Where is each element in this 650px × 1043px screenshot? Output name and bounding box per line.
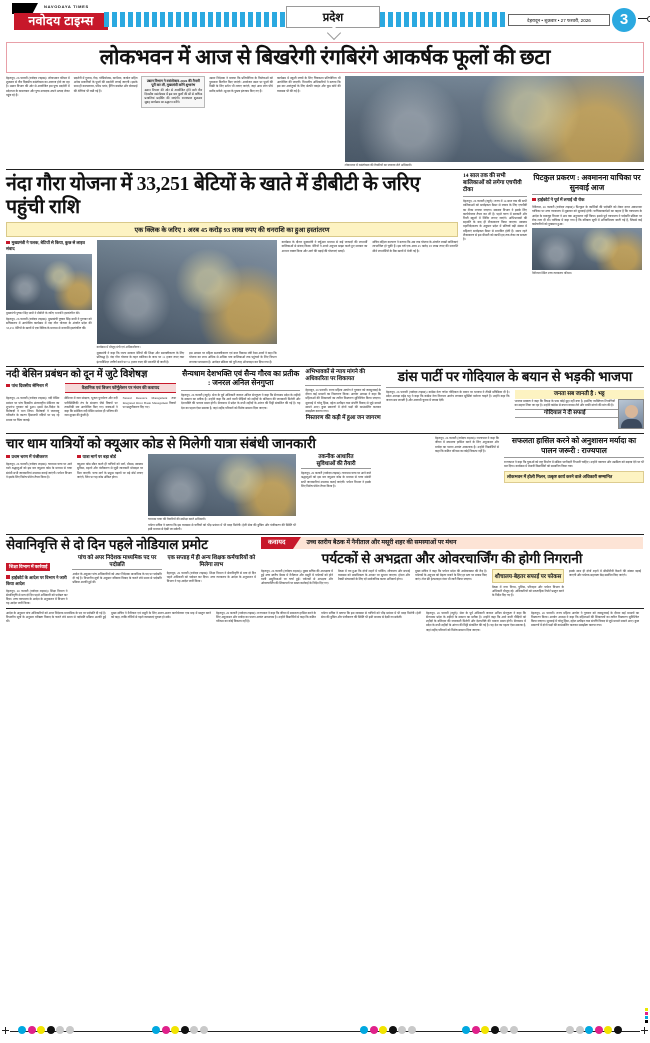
chardham-photo-caption: चारधाम यात्रा की तैयारियों की समीक्षा करते अधिकारी। bbox=[148, 517, 206, 522]
top-story-col-2 bbox=[74, 76, 138, 167]
masthead bbox=[0, 0, 650, 40]
lead-col-photo bbox=[97, 240, 277, 364]
lead-bullet: मुख्यमंत्री ने पलक, बेटियों से किया, कुछ से लाइव संवाद bbox=[6, 240, 92, 252]
top-story-text-3: उद्यान निदेशक ने बताया कि प्रतियोगिता के विजेताओं को पुरस्कार वितरित किए जाएंगे। आयोजन स्थल पर फूलों की बिक्री के लिए स्टॉल भी लगाए जाएंगे, जहां आम लोग पौधे खरीद सकेंगे। सुरक्षा के पुख्ता इंतजाम किए गए हैं। bbox=[209, 76, 273, 93]
mahila-aayog-story bbox=[305, 369, 381, 431]
bottom-text-3: देहरादून, 26 फरवरी (नवोदय टाइम्स)। राज्यपाल ने कहा कि जीवन में सफलता हासिल करने के लिए अनुशासन और मर्यादा का पालन अत्यंत आवश्यक है। उन्होंने विद्यार्थियों से कहा कि कठिन परिश्रम का कोई विकल्प नहीं है। bbox=[216, 610, 316, 624]
lead-col-1 bbox=[6, 240, 92, 364]
top-story-text-2: प्रदर्शनी में गुलाब, गेंदा, ग्लेडियोलस, कार्नेशन, जरबेरा सहित अनेक प्रजातियों के फूलों की प्रदर्शनी लगाई जाएगी। इसके साथ ही कटफ्लावर, पॉटेड प्लांट, हैंगिंग बास्केट और बोनसाई की श्रेणियां भी रखी गई हैं। bbox=[73, 76, 138, 93]
lead-photo-main bbox=[97, 240, 277, 344]
top-story bbox=[6, 42, 644, 170]
top-story-photo-caption: लोकभवन में वसंतोत्सव की तैयारियों का जायजा लेते अधिकारी। bbox=[344, 163, 412, 167]
tourist-text-1: देहरादून, 26 फरवरी (नवोदय टाइम्स)। मुख्य सचिव की अध्यक्षता में हुई उच्च स्तरीय बैठक में नैनीताल और मसूरी में पर्यटकों को होने वाली असुविधाओं पर चर्चा हुई। पर्यटकों से अभद्रता और ओवरचार्जिंग की शिकायतों पर सख्त कार्रवाई के निर्देश दिए गए। bbox=[261, 568, 333, 586]
top-story-col-5 bbox=[277, 76, 341, 167]
lead-text-5: सचिव महिला कल्याण ने बताया कि अब तक योजना के अंतर्गत लाखों बालिकाएं लाभान्वित हो चुकी हैं। इस वर्ष एक अरब 45 करोड़ 93 लाख रुपए की धनराशि सीधे लाभार्थियों के बैंक खातों में भेजी गई है। bbox=[372, 240, 459, 253]
registration-mark-icon bbox=[638, 18, 647, 19]
side-color-marks bbox=[645, 1008, 648, 1023]
lead-kicker: एक क्लिक के जरिए 1 अरब 45 करोड़ 93 लाख रुपए की धनराशि का हुआ हस्तांतरण bbox=[6, 222, 458, 237]
top-story-text-1: देहरादून, 26 फरवरी (नवोदय टाइम्स)। लोकभवन परिसर में शुक्रवार से तीन दिवसीय वसंतोत्सव का आगाज होने जा रहा है। उद्यान विभाग की ओर से आयोजित इस पुष्प प्रदर्शनी में प्रदेशभर के काश्तकार और पुष्प उत्पादक अपने उत्पाद लेकर पहुंच रहे हैं। bbox=[6, 76, 70, 97]
lead-photo-caption-left: मुख्यमंत्री पुष्कर सिंह धामी ने डीबीटी के जरिए धनराशि हस्तांतरित की। bbox=[6, 311, 80, 316]
bjp-story bbox=[386, 369, 644, 431]
lead-story bbox=[6, 173, 458, 364]
chardham-tech-sub: सुविधाओं की तैयारी bbox=[301, 461, 371, 469]
chardham-photo-wrap bbox=[148, 454, 296, 531]
registration-line bbox=[10, 1031, 640, 1032]
governor-filler-col bbox=[435, 436, 499, 531]
nodiyal-col-2 bbox=[72, 555, 161, 606]
lead-text-3: इस अवसर पर महिला सशक्तीकरण एवं बाल विकास मंत्री रेखा आर्या ने कहा कि योजना का लाभ अधिक से अधिक पात्र बालिकाओं तक पहुंचाने के लिए विभाग लगातार प्रयासरत है। आवेदन प्रक्रिया को पूरी तरह ऑनलाइन कर दिया गया है। bbox=[189, 351, 277, 364]
newspaper-logo[interactable] bbox=[8, 3, 108, 33]
top-story-headline: लोकभवन में आज से बिखरेगी रंगबिरंगे आकर्षक फूलों की छटा bbox=[99, 45, 551, 69]
char-dham-story bbox=[6, 436, 430, 531]
bjp-col-1 bbox=[386, 390, 510, 431]
top-story-col-1 bbox=[6, 76, 70, 167]
nodiyal-red-tag: शिक्षा विभाग में कार्रवाई bbox=[6, 563, 50, 571]
chardham-headline: चार धाम यात्रियों को क्यूआर कोड से मिलेगी यात्रा संबंधी जानकारी bbox=[6, 436, 316, 452]
aayog-text: देहरादून, 26 फरवरी। राज्य महिला आयोग ने गुरुवार को जनसुनवाई के दौरान कई मामलों का निस्तारण किया। आयोग अध्यक्ष ने कहा कि महिलाओं की शिकायतों का त्वरित निस्तारण सुनिश्चित किया जाएगा। सुनवाई में घरेलू हिंसा, दहेज उत्पीड़न तथा संपत्ति विवाद से जुड़े मामले सामने आए। कुछ प्रकरणों में दोनों पक्षों की काउंसलिंग कराकर समझौता कराया गया। bbox=[305, 387, 381, 413]
river-kicker-row bbox=[6, 383, 176, 393]
dateline: देहरादून • शुक्रवार • 27 फरवरी, 2026 bbox=[508, 14, 610, 26]
pitkul-story bbox=[532, 173, 642, 364]
governor-text: राज्यपाल ने कहा कि युवाओं को राष्ट्र निर्माण में सक्रिय भागीदारी निभानी चाहिए। उन्होंने नवाचार और उद्यमिता को बढ़ावा देने पर भी बल दिया। कार्यक्रम में मेधावी विद्यार्थियों को सम्मानित किया गया। bbox=[504, 460, 644, 469]
bjp-sub-headline: जनता सब जानती है : भट्ट bbox=[515, 390, 644, 399]
lead-photo-caption-right: कार्यक्रम में मौजूद मंत्री एवं अधिकारीगण। bbox=[96, 345, 141, 350]
page-number-badge: 3 bbox=[612, 8, 636, 32]
chardham-col-4 bbox=[301, 454, 371, 531]
nodiyal-text-1: देहरादून, 26 फरवरी (नवोदय टाइम्स)। शिक्षा विभाग ने सेवानिवृत्ति से मात्र दो दिन पहले अधिकारी को पदोन्नत कर दिया। उच्च न्यायालय के आदेश के अनुपालन में विभाग ने यह आदेश जारी किया। bbox=[6, 588, 68, 606]
top-story-col-4 bbox=[209, 76, 273, 167]
decorative-bar-left bbox=[104, 12, 286, 27]
divider bbox=[6, 433, 644, 434]
cmyk-dots-5 bbox=[566, 1026, 622, 1034]
top-story-note-title: उद्यान विभाग ने वसंतोत्सव-2026 की तैयारी पूरी कर ली, मुख्यमंत्री करेंगे शुभारंभ bbox=[146, 79, 200, 88]
pitkul-photo bbox=[532, 228, 642, 270]
tourist-text-5: इसके साथ ही दोनों शहरों में सीसीटीवी कैमरों की संख्या बढ़ाई जाएगी और पर्यटक सहायता केंद्र स्थापित किए जाएंगे। bbox=[569, 568, 641, 577]
tourist-story bbox=[261, 537, 643, 606]
chardham-text-4: देहरादून, 26 फरवरी (नवोदय टाइम्स)। चारधाम यात्रा पर आने वाले श्रद्धालुओं को इस बार क्यूआर कोड के माध्यम से यात्रा संबंधी सभी जानकारियां उपलब्ध कराई जाएंगी। पर्यटन विभाग ने इसके लिए विशेष पोर्टल तैयार किया है। bbox=[301, 471, 371, 488]
chardham-columns bbox=[6, 454, 430, 531]
bottom-text-2: मुख्य सचिव ने नैनीताल एवं मसूरी के लिए अलग-अलग कार्ययोजना एक माह में प्रस्तुत करने को कहा, ताकि गर्मियों से पहले व्यवस्थाएं दुरुस्त हो सकें। bbox=[111, 610, 211, 619]
sainyadham-headline: सैन्यधाम देशभक्ति एवं सैन्य गौरव का प्रतीक : जनरल अनिल सेनगुप्ता bbox=[182, 368, 300, 388]
chardham-text-2: क्यूआर कोड स्कैन करते ही यात्रियों को मार्ग, मौसम, स्वास्थ्य सुविधा, ठहरने और पंजीकरण से जुड़ी जानकारी मोबाइल पर मिल जाएगी। यात्रा मार्ग के प्रमुख पड़ावों पर बड़े बोर्ड लगाए जाएंगे, जिन पर यह कोड अंकित होगा। bbox=[77, 462, 143, 479]
bottom-text-5: देहरादून, 26 फरवरी (ब्यूरो)। सेना के पूर्व अधिकारी जनरल अनिल सेनगुप्ता ने कहा कि सैन्यधाम प्रदेश के शहीदों के सम्मान का प्रतीक है। उन्होंने कहा कि आने वाली पीढ़ियों को शहीदों के बलिदान की जानकारी मिलेगी और देशभक्ति की भावना प्रबल होगी। सैन्यधाम में प्रदेश के सभी शहीदों के आंगन की मिट्टी संकलित की गई है। यह देश का पहला ऐसा स्मारक है, जहां शहीद परिवारों को विशेष सम्मान दिया जाएगा। bbox=[426, 610, 526, 632]
divider bbox=[6, 169, 644, 170]
crop-mark-right-icon bbox=[641, 1027, 648, 1034]
bjp-text-1: देहरादून, 26 फरवरी (नवोदय टाइम्स)। कांग्रेस नेता गणेश गोदियाल के बयान पर भाजपा ने तीखी प्रतिक्रिया दी है। प्रदेश अध्यक्ष महेंद्र भट्ट ने कहा कि कांग्रेस नेता निराधार आरोप लगाकर सुर्खियां बटोरना चाहते हैं। उन्होंने कहा कि जनता सब जानती है और आगामी चुनाव में जवाब देगी। bbox=[386, 389, 510, 403]
chardham-bullet-1: प्रथम चरण में पंजीकरण bbox=[6, 454, 72, 460]
cmyk-registration-strip bbox=[0, 1025, 650, 1037]
river-headline: नदी बेसिन प्रबंधन को दून में जुटे विशेषज्ञ bbox=[6, 368, 148, 380]
lead-text-4: कार्यक्रम के दौरान मुख्यमंत्री ने वर्चुअल माध्यम से कई जनपदों की लाभार्थी बालिकाओं से संवाद किया। बेटियों ने अपने अनुभव साझा करते हुए सरकार का आभार व्यक्त किया और आगे की पढ़ाई की योजनाएं बताईं। bbox=[281, 240, 368, 253]
aayog-headline: अभिभावकों से न्याय मांगने की अधिकारिता पर शिकायत bbox=[305, 368, 366, 382]
river-text-1: देहरादून, 26 फरवरी (नवोदय टाइम्स)। नदी बेसिन प्रबंधन पर पांच दिवसीय अंतरराष्ट्रीय सेमिनार का शुभारंभ गुरुवार को हुआ। इसमें देश-विदेश के विशेषज्ञों ने भाग लिया। विशेषज्ञों ने जलवायु परिवर्तन के कारण हिमालयी नदियों पर पड़ रहे प्रभाव पर चिंता जताई। bbox=[6, 396, 60, 422]
tourist-kicker-strip bbox=[261, 537, 643, 549]
bottom-text-6: देहरादून, 26 फरवरी। राज्य महिला आयोग ने गुरुवार को जनसुनवाई के दौरान कई मामलों का निस्तारण किया। आयोग अध्यक्ष ने कहा कि महिलाओं की शिकायतों का त्वरित निस्तारण सुनिश्चित किया जाएगा। सुनवाई में घरेलू हिंसा, दहेज उत्पीड़न तथा संपत्ति विवाद से जुड़े मामले सामने आए। कुछ प्रकरणों में दोनों पक्षों की काउंसलिंग कराकर समझौता कराया गया। bbox=[531, 610, 639, 628]
tourist-col-4 bbox=[492, 569, 564, 598]
pitkul-photo-caption: नैनीताल स्थित उच्च न्यायालय परिसर। bbox=[532, 271, 572, 276]
governor-filler-text: देहरादून, 26 फरवरी (नवोदय टाइम्स)। राज्यपाल ने कहा कि जीवन में सफलता हासिल करने के लिए अनुशासन और मर्यादा का पालन अत्यंत आवश्यक है। उन्होंने विद्यार्थियों से कहा कि कठिन परिश्रम का कोई विकल्प नहीं है। bbox=[435, 436, 499, 453]
cmyk-dots-4 bbox=[462, 1026, 518, 1034]
bjp-columns bbox=[386, 390, 644, 431]
tourist-columns bbox=[261, 569, 643, 598]
logo-hindi-text: नवोदय टाइम्स bbox=[14, 13, 108, 30]
top-story-photo-wrap bbox=[345, 76, 644, 167]
avatar bbox=[618, 399, 644, 429]
tourist-sub-tag: शौचालय-बेहतर सफाई पर फोकस bbox=[492, 569, 564, 583]
river-basin-story bbox=[6, 369, 176, 431]
tourist-text-2: बैठक में तय हुआ कि दोनों शहरों में पार्किंग, शौचालय और सफाई व्यवस्था को प्राथमिकता के आधार पर सुधारा जाएगा। होटल और टैक्सी संचालकों के लिए दरें सार्वजनिक करना अनिवार्य होगा। bbox=[338, 568, 410, 582]
bjp-headline: डांस पार्टी पर गोदियाल के बयान से भड़की भाजपा bbox=[397, 368, 633, 384]
aayog-sub: निस्तारण की कड़ी में हुआ जन जागरण bbox=[305, 415, 381, 422]
top-story-text-4: कार्यक्रम में स्कूली बच्चों के लिए चित्रकला प्रतियोगिता भी आयोजित की जाएगी। विभागीय अधिकारियों ने बताया कि इस बार आगंतुकों के लिए सेल्फी प्वाइंट और फूड कोर्ट की व्यवस्था भी की गई है। bbox=[276, 76, 341, 93]
pitkul-bullet: हाईकोर्ट ने पूर्व में लगाई थी रोक bbox=[532, 197, 642, 203]
vaccine-headline: 14 साल तक की सभी बालिकाओं को लगेगा एचपीवी टीका bbox=[463, 173, 522, 194]
vaccine-story bbox=[463, 173, 527, 364]
governor-story bbox=[504, 436, 644, 531]
nodiyal-text-2: आदेश के अनुसार पांच अधिकारियों को अपर निदेशक माध्यमिक के पद पर पदोन्नति दी गई है। विभागीय सूत्रों के अनुसार वरिष्ठता विवाद के चलते लंबे समय से पदोन्नति प्रक्रिया अटकी हुई थी। bbox=[72, 571, 162, 585]
nodiyal-columns bbox=[6, 555, 256, 606]
top-story-note-text: उद्यान विभाग की ओर से आयोजित होने वाले तीन दिवसीय वसंतोत्सव में इस बार फूलों की सौ से अधिक प्रजातियां प्रदर्शित की जाएंगी। राज्यपाल शुक्रवार सुबह कार्यक्रम का उद्घाटन करेंगे। bbox=[144, 88, 203, 105]
divider bbox=[504, 457, 644, 458]
nodiyal-bullet: हाईकोर्ट के आदेश पर विभाग ने जारी किया आदेश bbox=[6, 574, 67, 586]
river-columns bbox=[6, 396, 176, 421]
divider bbox=[6, 608, 644, 609]
tourist-strip-text: उच्च स्तरीय बैठक में नैनीताल और मसूरी शहर की समस्याओं पर मंथन bbox=[293, 537, 643, 549]
top-story-columns bbox=[6, 76, 644, 167]
logo-english-text: NAVODAYA TIMES bbox=[44, 4, 89, 9]
divider bbox=[386, 387, 644, 388]
cmyk-dots-3 bbox=[360, 1026, 416, 1034]
sainyadham-story bbox=[181, 369, 300, 431]
bottom-text-4: पर्यटन सचिव ने बताया कि इस व्यवस्था से यात्रियों को भीड़ प्रबंधन में भी मदद मिलेगी। हेली सेवा की बुकिंग और पंजीकरण की स्थिति भी इसी माध्यम से देखी जा सकेगी। bbox=[321, 610, 421, 619]
chardham-bullet-2: यात्रा मार्ग पर बड़ा बोर्ड bbox=[77, 454, 143, 460]
chardham-tech-tag: तकनीक आधारित bbox=[318, 454, 354, 461]
lead-subcols bbox=[97, 351, 277, 364]
row-third bbox=[6, 436, 644, 531]
bjp-col-2 bbox=[515, 390, 644, 431]
river-bullet: पांच दिवसीय सेमिनार में bbox=[6, 383, 62, 393]
cmyk-dots-2 bbox=[152, 1026, 208, 1034]
lead-text-1: देहरादून, 26 फरवरी (नवोदय टाइम्स)। मुख्यमंत्री पुष्कर सिंह धामी ने गुरुवार को सचिवालय में आयोजित कार्यक्रम में नंदा गौरा योजना के अंतर्गत प्रदेश की 33,251 बेटियों के खातों में एक क्लिक के माध्यम से धनराशि हस्तांतरित की। bbox=[6, 317, 92, 330]
divider bbox=[6, 366, 644, 367]
divider bbox=[463, 196, 527, 197]
nodiyal-col-3 bbox=[167, 555, 256, 606]
tourist-text-3: मुख्य सचिव ने कहा कि पर्यटन प्रदेश की अर्थव्यवस्था की रीढ़ है। पर्यटकों के अनुभव को बेहतर बनाने के लिए हर स्तर पर प्रयास किए जाएं। टोल फ्री हेल्पलाइन नंबर भी जारी किया जाएगा। bbox=[415, 568, 487, 582]
bjp-quote-tag: गोदियाल ने दी सफाई bbox=[515, 409, 644, 418]
nodiyal-col-1 bbox=[6, 555, 67, 606]
river-strip: वैज्ञानिक एवं विजन फॉर्मूलेशन पर मंथन की कवायद bbox=[65, 383, 176, 393]
chardham-col-1 bbox=[6, 454, 72, 531]
nodiyal-text-3: देहरादून, 26 फरवरी (नवोदय टाइम्स)। शिक्षा विभाग ने सेवानिवृत्ति से मात्र दो दिन पहले अधिकारी को पदोन्नत कर दिया। उच्च न्यायालय के आदेश के अनुपालन में विभाग ने यह आदेश जारी किया। bbox=[166, 570, 256, 584]
lead-headline: नंदा गौरा योजना में 33,251 बेटियों के खाते में डीबीटी के जरिए पहुंची राशि bbox=[6, 174, 421, 219]
river-text-3: Natural Resource Management तथा Integrated River Basin Management विषयों पर प्रस्तुतीकरण दिए गए। bbox=[122, 396, 176, 409]
governor-bullet-box: लोकभवन में होली मिलन, उत्कृष्ट कार्य करने वाले अधिकारी सम्मानित bbox=[504, 471, 644, 483]
row-second bbox=[6, 369, 644, 431]
chardham-col-2 bbox=[77, 454, 143, 531]
lead-text-2: मुख्यमंत्री ने कहा कि राज्य सरकार बेटियों की शिक्षा और सशक्तीकरण के लिए प्रतिबद्ध है। नंदा गौरा योजना के तहत बालिका के जन्म पर 11 हजार रुपए तथा इंटरमीडिएट उत्तीर्ण करने पर 51 हजार रुपए की धनराशि दी जाती है। bbox=[96, 351, 185, 364]
nodiyal-headline: सेवानिवृत्ति से दो दिन पहले नोडियाल प्रमोट bbox=[6, 536, 208, 552]
vaccine-text: देहरादून, 26 फरवरी (ब्यूरो)। राज्य में 14 साल तक की सभी बालिकाओं को सर्वाइकल कैंसर से बचाव के लिए एचपीवी का टीका लगाया जाएगा। स्वास्थ्य विभाग ने इसके लिए कार्ययोजना तैयार कर ली है। पहले चरण में सरकारी और निजी स्कूलों में शिविर लगाए जाएंगे। अभिभावकों की सहमति के बाद ही टीकाकरण किया जाएगा। स्वास्थ्य महानिदेशालय के अनुसार प्रदेश में प्रतिवर्ष बड़ी संख्या में महिलाएं सर्वाइकल कैंसर से प्रभावित होती हैं। समय रहते टीकाकरण से इस बीमारी को काफी हद तक रोका जा सकता है। bbox=[463, 199, 527, 242]
decorative-bar-right bbox=[380, 12, 508, 27]
lead-columns bbox=[6, 240, 458, 364]
chardham-photo bbox=[148, 454, 296, 516]
main-body bbox=[6, 173, 644, 632]
governor-headline: सफलता हासिल करने को अनुशासन मर्यादा का पालन जरूरी : राज्यपाल bbox=[511, 436, 637, 455]
chardham-text-1: देहरादून, 26 फरवरी (नवोदय टाइम्स)। चारधाम यात्रा पर आने वाले श्रद्धालुओं को इस बार क्यूआर कोड के माध्यम से यात्रा संबंधी सभी जानकारियां उपलब्ध कराई जाएंगी। पर्यटन विभाग ने इसके लिए विशेष पोर्टल तैयार किया है। bbox=[6, 462, 72, 479]
bottom-text-1: आदेश के अनुसार पांच अधिकारियों को अपर निदेशक माध्यमिक के पद पर पदोन्नति दी गई है। विभागीय सूत्रों के अनुसार वरिष्ठता विवाद के चलते लंबे समय से पदोन्नति प्रक्रिया अटकी हुई थी। bbox=[6, 610, 106, 624]
river-text-2: सेमिनार में जल संरक्षण, भूजल पुनर्भरण और नदी पारिस्थितिकी तंत्र के संरक्षण जैसे विषयों पर तकनीकी सत्र आयोजित किए गए। वक्ताओं ने कहा कि समेकित नदी बेसिन प्रबंधन ही भविष्य की जल सुरक्षा की कुंजी है। bbox=[64, 396, 118, 418]
divider bbox=[181, 390, 300, 391]
row-lead bbox=[6, 173, 644, 364]
sainyadham-text: देहरादून, 26 फरवरी (ब्यूरो)। सेना के पूर्व अधिकारी जनरल अनिल सेनगुप्ता ने कहा कि सैन्यधाम प्रदेश के शहीदों के सम्मान का प्रतीक है। उन्होंने कहा कि आने वाली पीढ़ियों को शहीदों के बलिदान की जानकारी मिलेगी और देशभक्ति की भावना प्रबल होगी। सैन्यधाम में प्रदेश के सभी शहीदों के आंगन की मिट्टी संकलित की गई है। यह देश का पहला ऐसा स्मारक है, जहां शहीद परिवारों को विशेष सम्मान दिया जाएगा। bbox=[181, 392, 301, 410]
tourist-headline: पर्यटकों से अभद्रता और ओवरचार्जिंग की होगी निगरानी bbox=[321, 550, 583, 566]
divider bbox=[6, 534, 644, 535]
tourist-tag: कवायद bbox=[261, 537, 293, 549]
top-story-note-box bbox=[141, 76, 205, 108]
pitkul-text: नैनीताल, 26 फरवरी (नवोदय टाइम्स)। पिटकुल के कार्मिकों की पदोन्नति को लेकर दायर अवमानना याचिका पर उच्च न्यायालय में शुक्रवार को सुनवाई होगी। याचिकाकर्ताओं का कहना है कि न्यायालय के आदेश के बावजूद विभाग ने अब तक अनुपालन नहीं किया। इससे पूर्व न्यायालय ने पदोन्नति प्रक्रिया पर रोक लगा दी थी। याचिका में कहा गया है कि वरिष्ठता सूची में अनियमितता बरती गई है, जिससे कई कर्मचारियों को नुकसान हुआ। bbox=[532, 205, 642, 226]
nodiyal-sub: पांच को अपर निदेशक माध्यमिक पद पर पदोन्नति bbox=[72, 555, 161, 570]
section-tab[interactable]: प्रदेश bbox=[286, 6, 380, 28]
lead-photo-small bbox=[6, 254, 92, 310]
bjp-text-2: भाजपा प्रवक्ता ने कहा कि विपक्ष के पास कोई मुद्दा नहीं बचा है, इसलिए व्यक्तिगत टिप्पणियों का सहारा लिया जा रहा है। उन्होंने कांग्रेस से बयान वापस लेने और माफी मांगने की मांग की है। bbox=[514, 398, 615, 408]
top-story-col-3 bbox=[141, 76, 205, 167]
divider bbox=[532, 194, 642, 195]
row-fourth bbox=[6, 537, 644, 606]
row-bottom-filler bbox=[6, 611, 644, 632]
pitkul-headline: पिटकुल प्रकरण : अवमानना याचिका पर सुनवाई आज bbox=[533, 173, 641, 192]
top-story-photo bbox=[345, 76, 644, 162]
tourist-text-4: बैठक में नगर निगम, पुलिस, परिवहन और पर्यटन विभाग के अधिकारी मौजूद रहे। अधिकारियों को साप्ताहिक रिपोर्ट प्रस्तुत करने के निर्देश दिए गए हैं। bbox=[492, 584, 564, 598]
top-story-headline-box bbox=[6, 42, 644, 73]
nodiyal-sub2: एक सप्ताह में ही अन्य शिक्षक कर्मचारियों को मिलेगा लाभ bbox=[167, 554, 256, 568]
chardham-text-3: पर्यटन सचिव ने बताया कि इस व्यवस्था से यात्रियों को भीड़ प्रबंधन में भी मदद मिलेगी। हेली सेवा की बुकिंग और पंजीकरण की स्थिति भी इसी माध्यम से देखी जा सकेगी। bbox=[148, 523, 296, 532]
nodiyal-story bbox=[6, 537, 256, 606]
divider bbox=[305, 385, 381, 386]
crop-mark-left-icon bbox=[2, 1027, 9, 1034]
cmyk-dots-1 bbox=[18, 1026, 74, 1034]
